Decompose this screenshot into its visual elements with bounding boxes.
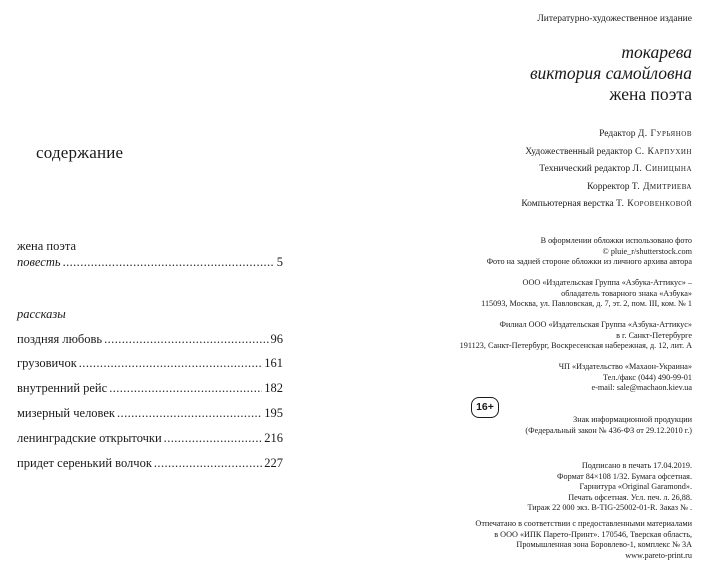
toc-entry	[17, 331, 283, 347]
publisher-ukraine: ЧП «Издательство «Махаон-Украина» Тел./факс (044) 490-99-01 e-mail: sale@machaon.kiev.ua	[558, 362, 692, 392]
toc-entry-title: поздняя любовь	[17, 332, 103, 346]
toc-heading: содержание	[36, 143, 124, 162]
toc-entry-title: внутренний рейс	[17, 381, 108, 395]
toc-page-number: 161	[264, 356, 283, 370]
toc-entry-title: ленинградские открыточки	[17, 431, 162, 445]
author-block	[530, 42, 692, 84]
credit-line: Редактор Д. Гурьянов	[599, 129, 692, 139]
author-name: виктория самойловна	[529, 63, 692, 83]
credit-line: Художественный редактор С. Карпухин	[525, 146, 692, 157]
toc-entry	[17, 430, 283, 446]
toc-leader	[63, 254, 275, 270]
toc-main-work	[17, 238, 283, 270]
toc-page-number: 182	[264, 381, 283, 395]
toc-entry-title: мизерный человек	[17, 406, 116, 420]
print-info: Подписано в печать 17.04.2019. Формат 84×108 1/32. Бумага офсетная. Гарнитура «Original Garamond». Печать офсетная. Усл. печ. л. 26,88. Тираж 22 000 экз. B-TIG-25002-01-R. Заказ № .	[527, 461, 692, 512]
toc-stories-heading: рассказы	[17, 307, 66, 321]
toc-entry	[17, 355, 283, 371]
series-line: Литературно-художественное издание	[537, 14, 692, 24]
age-rating-info: Знак информационной продукции (Федеральный закон № 436-ФЗ от 29.12.2010 г.)	[525, 415, 692, 435]
toc-entry	[17, 405, 283, 421]
credit-line: Корректор Т. Дмитриева	[587, 181, 692, 192]
toc-leader	[164, 430, 263, 446]
toc-leader	[117, 405, 262, 421]
printer-info: Отпечатано в соответствии с предоставленными материалами в ООО «ИПК Парето-Принт». 170546, Тверская область, Промышленная зона Боровлево-1, комплекс № 3А www.pareto-print.ru	[475, 519, 692, 560]
credit-line: Компьютерная верстка Т. Коровенковой	[521, 199, 692, 209]
toc-leader	[104, 331, 268, 347]
toc-leader	[109, 380, 262, 396]
imprint-page	[354, 0, 708, 560]
author-surname: токарева	[621, 42, 692, 62]
credits-block	[521, 126, 692, 214]
toc-entry	[17, 380, 283, 396]
toc-leader	[154, 455, 262, 471]
toc-entry	[17, 455, 283, 471]
publisher-main: ООО «Издательская Группа «Азбука-Аттикус» – обладатель товарного знака «Азбука» 115093, Москва, ул. Павловская, д. 7, эт. 2, пом. III, ком. № 1	[481, 278, 692, 308]
contents-page	[0, 0, 354, 548]
toc-page-number: 227	[264, 456, 283, 470]
toc-entry-title: грузовичок	[17, 356, 77, 370]
toc-page-number: 195	[264, 406, 283, 420]
cover-info: В оформлении обложки использовано фото © pluie_r/shutterstock.com Фото на задней стороне обложки из личного архива автора	[486, 236, 692, 266]
toc-entry-title: придет серенький волчок	[17, 456, 152, 470]
toc-page-number: 96	[270, 332, 283, 346]
toc-main-title: жена поэта	[17, 239, 77, 253]
credit-line: Технический редактор Л. Синицына	[539, 164, 692, 174]
publisher-branch: Филиал ООО «Издательская Группа «Азбука-Аттикус» в г. Санкт-Петербурге 191123, Санкт-Петербург, Воскресенская набережная, д. 12, лит. А	[459, 320, 692, 350]
toc-page-number: 216	[264, 431, 283, 445]
book-title: жена поэта	[609, 84, 692, 104]
toc-leader	[79, 355, 262, 371]
age-rating-badge: 16+	[471, 397, 499, 418]
toc-page-number: 5	[276, 255, 283, 269]
toc-main-genre: повесть	[17, 255, 61, 269]
